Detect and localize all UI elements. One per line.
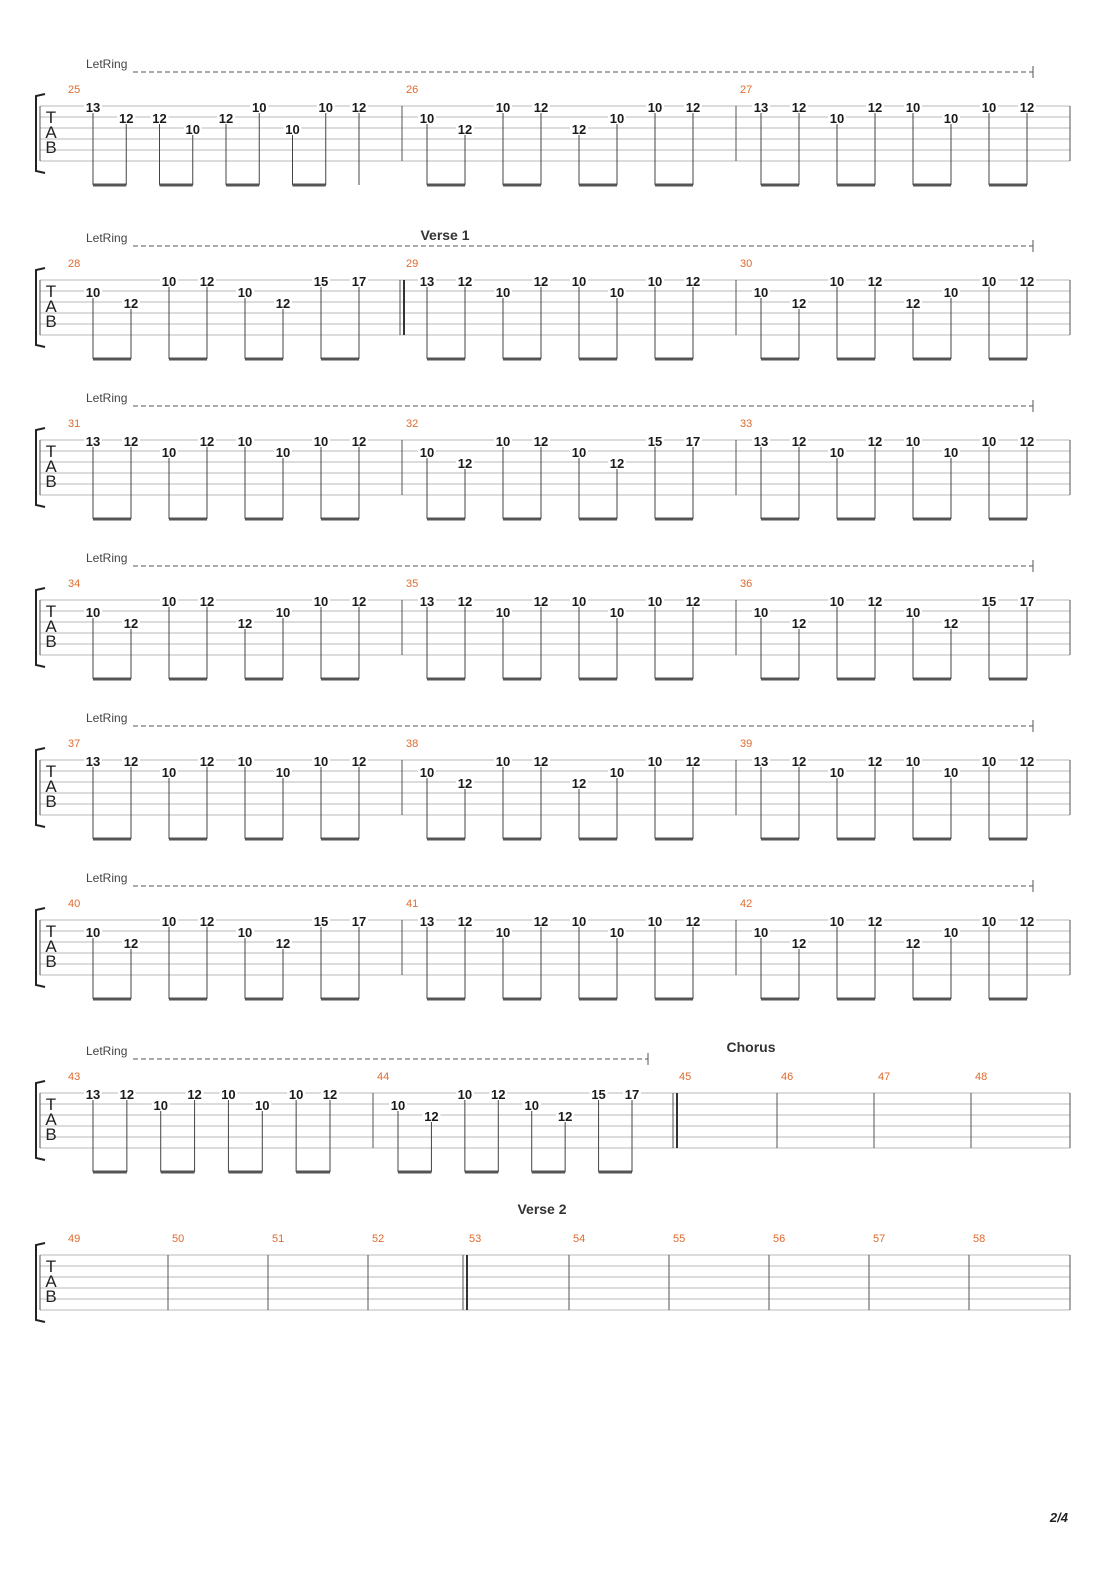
measure-number: 43	[68, 1071, 81, 1083]
tab-clef-letter: A	[45, 777, 57, 796]
measure-number: 47	[878, 1071, 891, 1083]
tab-clef-letter: A	[45, 1272, 57, 1291]
let-ring-label: LetRing	[86, 1044, 128, 1058]
fret-number: 10	[829, 914, 845, 929]
tab-system	[36, 1039, 1070, 1172]
fret-number: 10	[85, 925, 101, 940]
measure-number: 48	[975, 1071, 988, 1083]
fret-number: 17	[351, 274, 367, 289]
tab-system	[36, 1201, 1070, 1322]
fret-number: 10	[275, 445, 291, 460]
fret-number: 12	[1019, 754, 1035, 769]
fret-number: 10	[221, 1087, 236, 1102]
fret-number: 10	[255, 1098, 270, 1113]
fret-number: 12	[867, 594, 883, 609]
fret-number: 10	[647, 100, 663, 115]
fret-number: 12	[609, 456, 625, 471]
fret-number: 10	[981, 914, 997, 929]
measure-number: 42	[740, 898, 753, 910]
section-label: Verse 2	[517, 1201, 567, 1217]
measure-number: 26	[406, 84, 419, 96]
tab-clef-letter: T	[45, 282, 57, 301]
fret-number: 10	[161, 594, 177, 609]
measure-number: 36	[740, 578, 753, 590]
fret-number: 10	[943, 445, 959, 460]
fret-number: 10	[161, 274, 177, 289]
fret-number: 12	[123, 936, 139, 951]
fret-number: 12	[867, 754, 883, 769]
fret-number: 10	[981, 754, 997, 769]
fret-number: 17	[685, 434, 701, 449]
measure-number: 52	[372, 1233, 385, 1245]
fret-number: 12	[351, 100, 367, 115]
fret-number: 12	[123, 616, 139, 631]
fret-number: 12	[457, 914, 473, 929]
tab-clef-letter: A	[45, 617, 57, 636]
fret-number: 10	[313, 434, 329, 449]
fret-number: 10	[252, 100, 267, 115]
tab-clef-letter: T	[45, 1257, 57, 1276]
fret-number: 12	[351, 594, 367, 609]
fret-number: 10	[237, 754, 253, 769]
fret-number: 12	[199, 434, 215, 449]
measure-number: 34	[68, 578, 81, 590]
fret-number: 15	[313, 274, 329, 289]
fret-number: 10	[288, 1087, 304, 1102]
section-label: Chorus	[726, 1039, 776, 1055]
let-ring-label: LetRing	[86, 551, 128, 565]
fret-number: 13	[419, 914, 435, 929]
fret-number: 10	[943, 925, 959, 940]
fret-number: 10	[495, 925, 511, 940]
fret-number: 12	[322, 1087, 338, 1102]
measure-number: 39	[740, 738, 753, 750]
measure-number: 28	[68, 258, 81, 270]
page-number: 2/4	[1049, 1510, 1068, 1525]
measure-number: 40	[68, 898, 81, 910]
fret-number: 10	[829, 111, 845, 126]
tab-system	[36, 871, 1070, 999]
fret-number: 10	[753, 605, 769, 620]
fret-number: 10	[237, 925, 253, 940]
fret-number: 12	[791, 936, 807, 951]
fret-number: 10	[647, 594, 663, 609]
tab-system	[36, 227, 1070, 359]
tab-clef-letter: A	[45, 123, 57, 142]
fret-number: 10	[495, 100, 511, 115]
measure-number: 38	[406, 738, 419, 750]
fret-number: 12	[905, 936, 921, 951]
fret-number: 15	[591, 1087, 606, 1102]
fret-number: 15	[981, 594, 997, 609]
tab-clef-letter: T	[45, 602, 57, 621]
fret-number: 12	[119, 111, 134, 126]
tab-clef-letter: A	[45, 937, 57, 956]
fret-number: 12	[533, 100, 549, 115]
fret-number: 10	[275, 605, 291, 620]
tab-clef-letter: T	[45, 442, 57, 461]
measure-number: 58	[973, 1233, 986, 1245]
fret-number: 10	[647, 914, 663, 929]
fret-number: 10	[85, 285, 101, 300]
fret-number: 12	[685, 100, 701, 115]
fret-number: 10	[609, 605, 625, 620]
fret-number: 10	[524, 1098, 539, 1113]
fret-number: 12	[275, 296, 291, 311]
fret-number: 12	[533, 914, 549, 929]
tab-system	[36, 391, 1070, 519]
tab-clef-letter: T	[45, 1095, 57, 1114]
fret-number: 12	[571, 776, 587, 791]
fret-number: 12	[791, 434, 807, 449]
tab-clef-letter: A	[45, 1110, 57, 1129]
fret-number: 17	[351, 914, 367, 929]
fret-number: 12	[867, 100, 883, 115]
fret-number: 12	[1019, 100, 1035, 115]
measure-number: 27	[740, 84, 753, 96]
fret-number: 12	[491, 1087, 506, 1102]
fret-number: 10	[285, 122, 300, 137]
fret-number: 10	[943, 111, 959, 126]
fret-number: 10	[275, 765, 291, 780]
fret-number: 12	[351, 434, 367, 449]
tab-clef-letter: B	[45, 138, 57, 157]
fret-number: 10	[495, 434, 511, 449]
fret-number: 10	[905, 754, 921, 769]
measure-number: 44	[377, 1071, 390, 1083]
fret-number: 12	[867, 434, 883, 449]
fret-number: 10	[981, 274, 997, 289]
fret-number: 12	[275, 936, 291, 951]
fret-number: 12	[685, 274, 701, 289]
fret-number: 12	[199, 594, 215, 609]
fret-number: 13	[85, 754, 101, 769]
fret-number: 10	[905, 434, 921, 449]
fret-number: 10	[829, 594, 845, 609]
fret-number: 10	[161, 445, 177, 460]
fret-number: 12	[791, 616, 807, 631]
fret-number: 10	[609, 285, 625, 300]
measure-number: 30	[740, 258, 753, 270]
measure-number: 56	[773, 1233, 786, 1245]
fret-number: 10	[161, 765, 177, 780]
fret-number: 10	[495, 285, 511, 300]
measure-number: 54	[573, 1233, 586, 1245]
measure-number: 35	[406, 578, 419, 590]
fret-number: 12	[533, 434, 549, 449]
fret-number: 17	[1019, 594, 1035, 609]
fret-number: 12	[123, 434, 139, 449]
measure-number: 33	[740, 418, 753, 430]
fret-number: 12	[199, 754, 215, 769]
tab-clef-letter: B	[45, 472, 57, 491]
fret-number: 12	[533, 754, 549, 769]
measure-number: 41	[406, 898, 419, 910]
fret-number: 10	[829, 274, 845, 289]
let-ring-label: LetRing	[86, 871, 128, 885]
tab-clef-letter: B	[45, 792, 57, 811]
tab-clef-letter: B	[45, 312, 57, 331]
fret-number: 12	[457, 122, 473, 137]
tab-clef-letter: B	[45, 1287, 57, 1306]
measure-number: 57	[873, 1233, 886, 1245]
fret-number: 10	[943, 285, 959, 300]
fret-number: 12	[457, 594, 473, 609]
fret-number: 10	[753, 285, 769, 300]
fret-number: 10	[981, 100, 997, 115]
fret-number: 12	[199, 914, 215, 929]
fret-number: 13	[85, 100, 101, 115]
measure-number: 31	[68, 418, 81, 430]
measure-number: 37	[68, 738, 81, 750]
measure-number: 32	[406, 418, 419, 430]
fret-number: 12	[557, 1109, 573, 1124]
fret-number: 10	[829, 445, 845, 460]
fret-number: 10	[390, 1098, 406, 1113]
let-ring-label: LetRing	[86, 57, 128, 71]
fret-number: 12	[791, 754, 807, 769]
fret-number: 10	[495, 605, 511, 620]
fret-number: 10	[981, 434, 997, 449]
let-ring-label: LetRing	[86, 711, 128, 725]
fret-number: 12	[685, 754, 701, 769]
fret-number: 10	[943, 765, 959, 780]
tab-system	[36, 57, 1070, 185]
fret-number: 12	[199, 274, 215, 289]
fret-number: 12	[152, 111, 167, 126]
fret-number: 15	[313, 914, 329, 929]
fret-number: 12	[685, 594, 701, 609]
fret-number: 12	[187, 1087, 202, 1102]
fret-number: 10	[609, 925, 625, 940]
fret-number: 12	[237, 616, 253, 631]
fret-number: 12	[1019, 914, 1035, 929]
fret-number: 12	[943, 616, 959, 631]
fret-number: 12	[791, 296, 807, 311]
fret-number: 12	[457, 456, 473, 471]
fret-number: 13	[419, 274, 435, 289]
tab-system	[36, 711, 1070, 839]
fret-number: 12	[457, 776, 473, 791]
fret-number: 10	[905, 605, 921, 620]
fret-number: 12	[791, 100, 807, 115]
fret-number: 10	[495, 754, 511, 769]
fret-number: 10	[647, 274, 663, 289]
tab-clef-letter: B	[45, 952, 57, 971]
tab-clef-letter: T	[45, 922, 57, 941]
fret-number: 12	[867, 914, 883, 929]
fret-number: 13	[85, 434, 101, 449]
fret-number: 10	[609, 765, 625, 780]
fret-number: 10	[419, 445, 435, 460]
measure-number: 50	[172, 1233, 185, 1245]
fret-number: 12	[123, 754, 139, 769]
fret-number: 10	[571, 274, 587, 289]
measure-number: 53	[469, 1233, 482, 1245]
measure-number: 55	[673, 1233, 686, 1245]
fret-number: 13	[419, 594, 435, 609]
tab-clef-letter: A	[45, 297, 57, 316]
measure-number: 45	[679, 1071, 692, 1083]
fret-number: 10	[647, 754, 663, 769]
fret-number: 12	[905, 296, 921, 311]
fret-number: 12	[123, 296, 139, 311]
fret-number: 12	[867, 274, 883, 289]
section-label: Verse 1	[420, 227, 470, 243]
fret-number: 12	[218, 111, 234, 126]
fret-number: 10	[153, 1098, 168, 1113]
fret-number: 10	[85, 605, 101, 620]
fret-number: 10	[237, 285, 253, 300]
fret-number: 12	[685, 914, 701, 929]
fret-number: 10	[457, 1087, 473, 1102]
tab-system	[36, 551, 1070, 679]
fret-number: 10	[313, 594, 329, 609]
fret-number: 12	[457, 274, 473, 289]
measure-number: 29	[406, 258, 419, 270]
tab-clef-letter: B	[45, 632, 57, 651]
fret-number: 12	[571, 122, 587, 137]
fret-number: 13	[753, 754, 769, 769]
measure-number: 46	[781, 1071, 794, 1083]
measure-number: 51	[272, 1233, 285, 1245]
fret-number: 10	[419, 765, 435, 780]
fret-number: 10	[571, 594, 587, 609]
fret-number: 15	[647, 434, 663, 449]
tab-clef-letter: T	[45, 762, 57, 781]
tab-clef-letter: A	[45, 457, 57, 476]
fret-number: 10	[571, 445, 587, 460]
fret-number: 13	[753, 100, 769, 115]
fret-number: 13	[753, 434, 769, 449]
fret-number: 10	[313, 754, 329, 769]
fret-number: 10	[161, 914, 177, 929]
fret-number: 10	[571, 914, 587, 929]
fret-number: 10	[185, 122, 200, 137]
tab-clef-letter: T	[45, 108, 57, 127]
measure-number: 25	[68, 84, 81, 96]
fret-number: 12	[351, 754, 367, 769]
fret-number: 13	[85, 1087, 101, 1102]
fret-number: 10	[318, 100, 333, 115]
fret-number: 10	[829, 765, 845, 780]
fret-number: 10	[609, 111, 625, 126]
let-ring-label: LetRing	[86, 391, 128, 405]
fret-number: 10	[753, 925, 769, 940]
fret-number: 12	[1019, 274, 1035, 289]
measure-number: 49	[68, 1233, 81, 1245]
fret-number: 12	[533, 274, 549, 289]
fret-number: 12	[119, 1087, 135, 1102]
tab-clef-letter: B	[45, 1125, 57, 1144]
fret-number: 12	[424, 1109, 439, 1124]
fret-number: 12	[533, 594, 549, 609]
fret-number: 10	[237, 434, 253, 449]
let-ring-label: LetRing	[86, 231, 128, 245]
fret-number: 10	[905, 100, 921, 115]
fret-number: 12	[1019, 434, 1035, 449]
fret-number: 17	[624, 1087, 640, 1102]
fret-number: 10	[419, 111, 435, 126]
